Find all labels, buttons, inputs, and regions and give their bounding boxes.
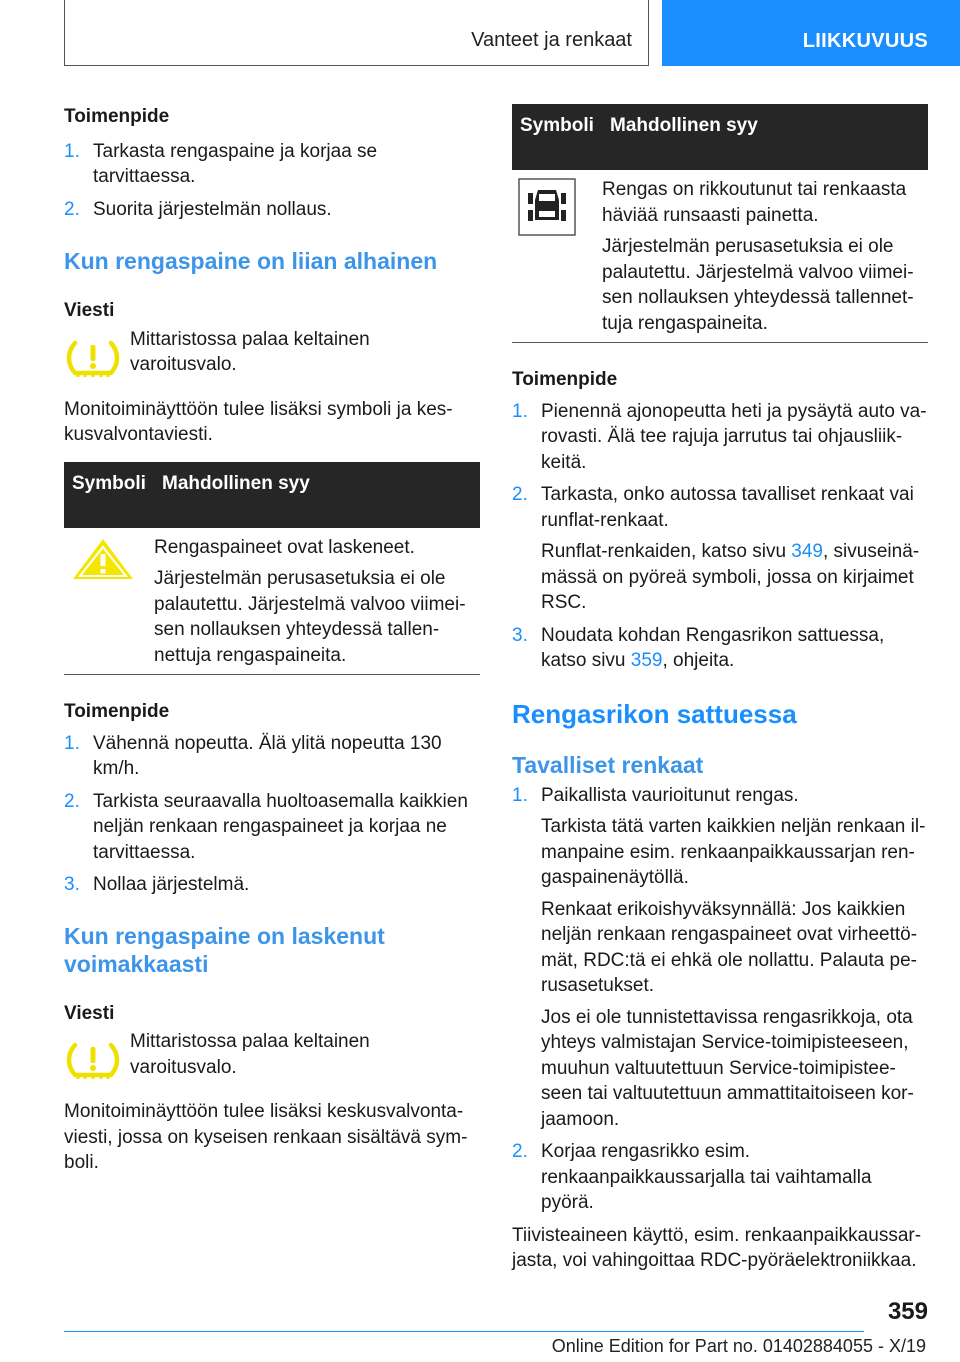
right-column bbox=[512, 104, 928, 1274]
section-heading-low-pressure: Kun rengaspaine on liian alhainen bbox=[64, 248, 438, 274]
table-header-cause: Mahdollinen syy bbox=[154, 462, 480, 528]
action-heading: Toimenpide bbox=[64, 106, 170, 127]
list-item: 2. Suorita järjestelmän nollaus. bbox=[64, 198, 332, 220]
list-subparagraph: Jos ei ole tunnistettavissa rengasrikkoja, ota yhteys valmistajan Service-toimipisteeseen, muuhun valtuutettuun Service-toimipisteeseen tai valtuutettuun ammattitaitoiseen korjaamoon. bbox=[541, 1006, 914, 1130]
tire-pressure-warning-icon bbox=[66, 1041, 120, 1079]
table-header-symbol: Symboli bbox=[512, 104, 602, 170]
tire-pressure-warning-icon bbox=[66, 339, 120, 377]
monitor-text: Monitoiminäyttöön tulee lisäksi keskusvalvontaviesti, jossa on kyseisen renkaan sisältävä symboli. bbox=[64, 1101, 468, 1173]
header-section-box bbox=[64, 0, 649, 66]
message-row bbox=[64, 1029, 480, 1085]
message-heading: Viesti bbox=[64, 1002, 115, 1024]
car-tires-icon bbox=[518, 178, 576, 236]
table-row bbox=[512, 170, 928, 343]
message-row bbox=[64, 327, 480, 383]
cause-text: Rengaspaineet ovat laskeneet. bbox=[154, 536, 415, 558]
list-item: 2. Tarkista seuraavalla huoltoasemalla kaikkien neljän renkaan rengaspaineet ja korjaa ne tarvittaessa. bbox=[64, 790, 468, 863]
table-header-cause: Mahdollinen syy bbox=[602, 104, 928, 170]
table-row bbox=[64, 528, 480, 675]
header-chapter-title: LIIKKUVUUS bbox=[802, 30, 928, 52]
message-text: Mittaristossa palaa keltainen varoitusvalo. bbox=[130, 328, 370, 375]
list-item: 1. Paikallista vaurioitunut rengas. bbox=[512, 784, 799, 806]
list-item: 2. Tarkasta, onko autossa tavalliset renkaat vai runflat-renkaat. bbox=[512, 484, 914, 531]
header-chapter-box bbox=[662, 0, 960, 66]
subsection-heading-regular-tires: Tavalliset renkaat bbox=[512, 751, 704, 778]
message-text: Mittaristossa palaa keltainen varoitusvalo. bbox=[130, 1031, 370, 1078]
list-item: 1. Vähennä nopeutta. Älä ylitä nopeutta 130 km/h. bbox=[64, 732, 442, 779]
symbol-table bbox=[64, 462, 480, 676]
section-heading-gradual-loss: Kun rengaspaine on laskenut voimakkaasti bbox=[64, 922, 385, 977]
list-item: 3. Nollaa järjestelmä. bbox=[64, 874, 250, 895]
list-item: 2. Korjaa rengasrikko esim. renkaanpaikkaussarjalla tai vaihtamalla pyörä. bbox=[512, 1141, 872, 1213]
sealant-note: Tiivisteaineen käyttö, esim. renkaanpaikkaussarjasta, voi vahingoittaa RDC-pyöräelektroniikkaa. bbox=[512, 1224, 922, 1271]
message-heading: Viesti bbox=[64, 300, 115, 321]
list-subparagraph: Renkaat erikoishyväksynnällä: Jos kaikkien neljän renkaan rengaspaineet ovat virheettömät, RDC:tä ei ehkä ole nollattu. Palauta perusasetukset. bbox=[541, 898, 918, 996]
list-item: 1. Pienennä ajonopeutta heti ja pysäytä auto varovasti. Älä tee rajuja jarrutus tai ohjausliikkeitä. bbox=[512, 400, 927, 473]
footer-edition: Online Edition for Part no. 01402884055 - X/19 bbox=[551, 1336, 926, 1356]
header-section-title: Vanteet ja renkaat bbox=[471, 29, 632, 51]
table-header-symbol: Symboli bbox=[64, 462, 154, 528]
action-heading: Toimenpide bbox=[64, 701, 170, 722]
cause-text: Järjestelmän perusasetuksia ei ole palautettu. Järjestelmä valvoo viimeisen nollauksen yhteydessä tallennettuja rengaspaineita. bbox=[602, 236, 914, 334]
list-item: 3. Noudata kohdan Rengasrikon sattuessa, katso sivu 359, ohjeita. bbox=[512, 624, 885, 671]
page-number: 359 bbox=[887, 1298, 928, 1325]
symbol-table bbox=[512, 104, 928, 343]
list-item: 1. Tarkasta rengaspaine ja korjaa se tarvittaessa. bbox=[64, 140, 378, 187]
footer-divider bbox=[64, 1331, 864, 1332]
warning-triangle-icon bbox=[70, 536, 136, 582]
list-subparagraph: Runflat-renkaiden, katso sivu 349, sivuseinämässä on pyöreä symboli, jossa on kirjaimet RSC. bbox=[541, 541, 920, 613]
page-link[interactable]: 349 bbox=[791, 541, 823, 562]
section-heading-puncture: Rengasrikon sattuessa bbox=[512, 698, 797, 729]
action-heading: Toimenpide bbox=[512, 369, 618, 390]
page-link[interactable]: 359 bbox=[630, 650, 663, 671]
cause-text: Järjestelmän perusasetuksia ei ole palautettu. Järjestelmä valvoo viimeisen nollauksen yhteydessä tallennettuja rengaspaineita. bbox=[154, 568, 466, 666]
cause-text: Rengas on rikkoutunut tai renkaasta häviää runsaasti painetta. bbox=[602, 179, 907, 226]
monitor-text: Monitoiminäyttöön tulee lisäksi symboli ja keskusvalvontaviesti. bbox=[64, 398, 453, 445]
list-subparagraph: Tarkista tätä varten kaikkien neljän renkaan ilmanpaine esim. renkaanpaikkaussarjan rengaspainenäytöllä. bbox=[541, 816, 926, 888]
left-column bbox=[64, 104, 480, 1176]
